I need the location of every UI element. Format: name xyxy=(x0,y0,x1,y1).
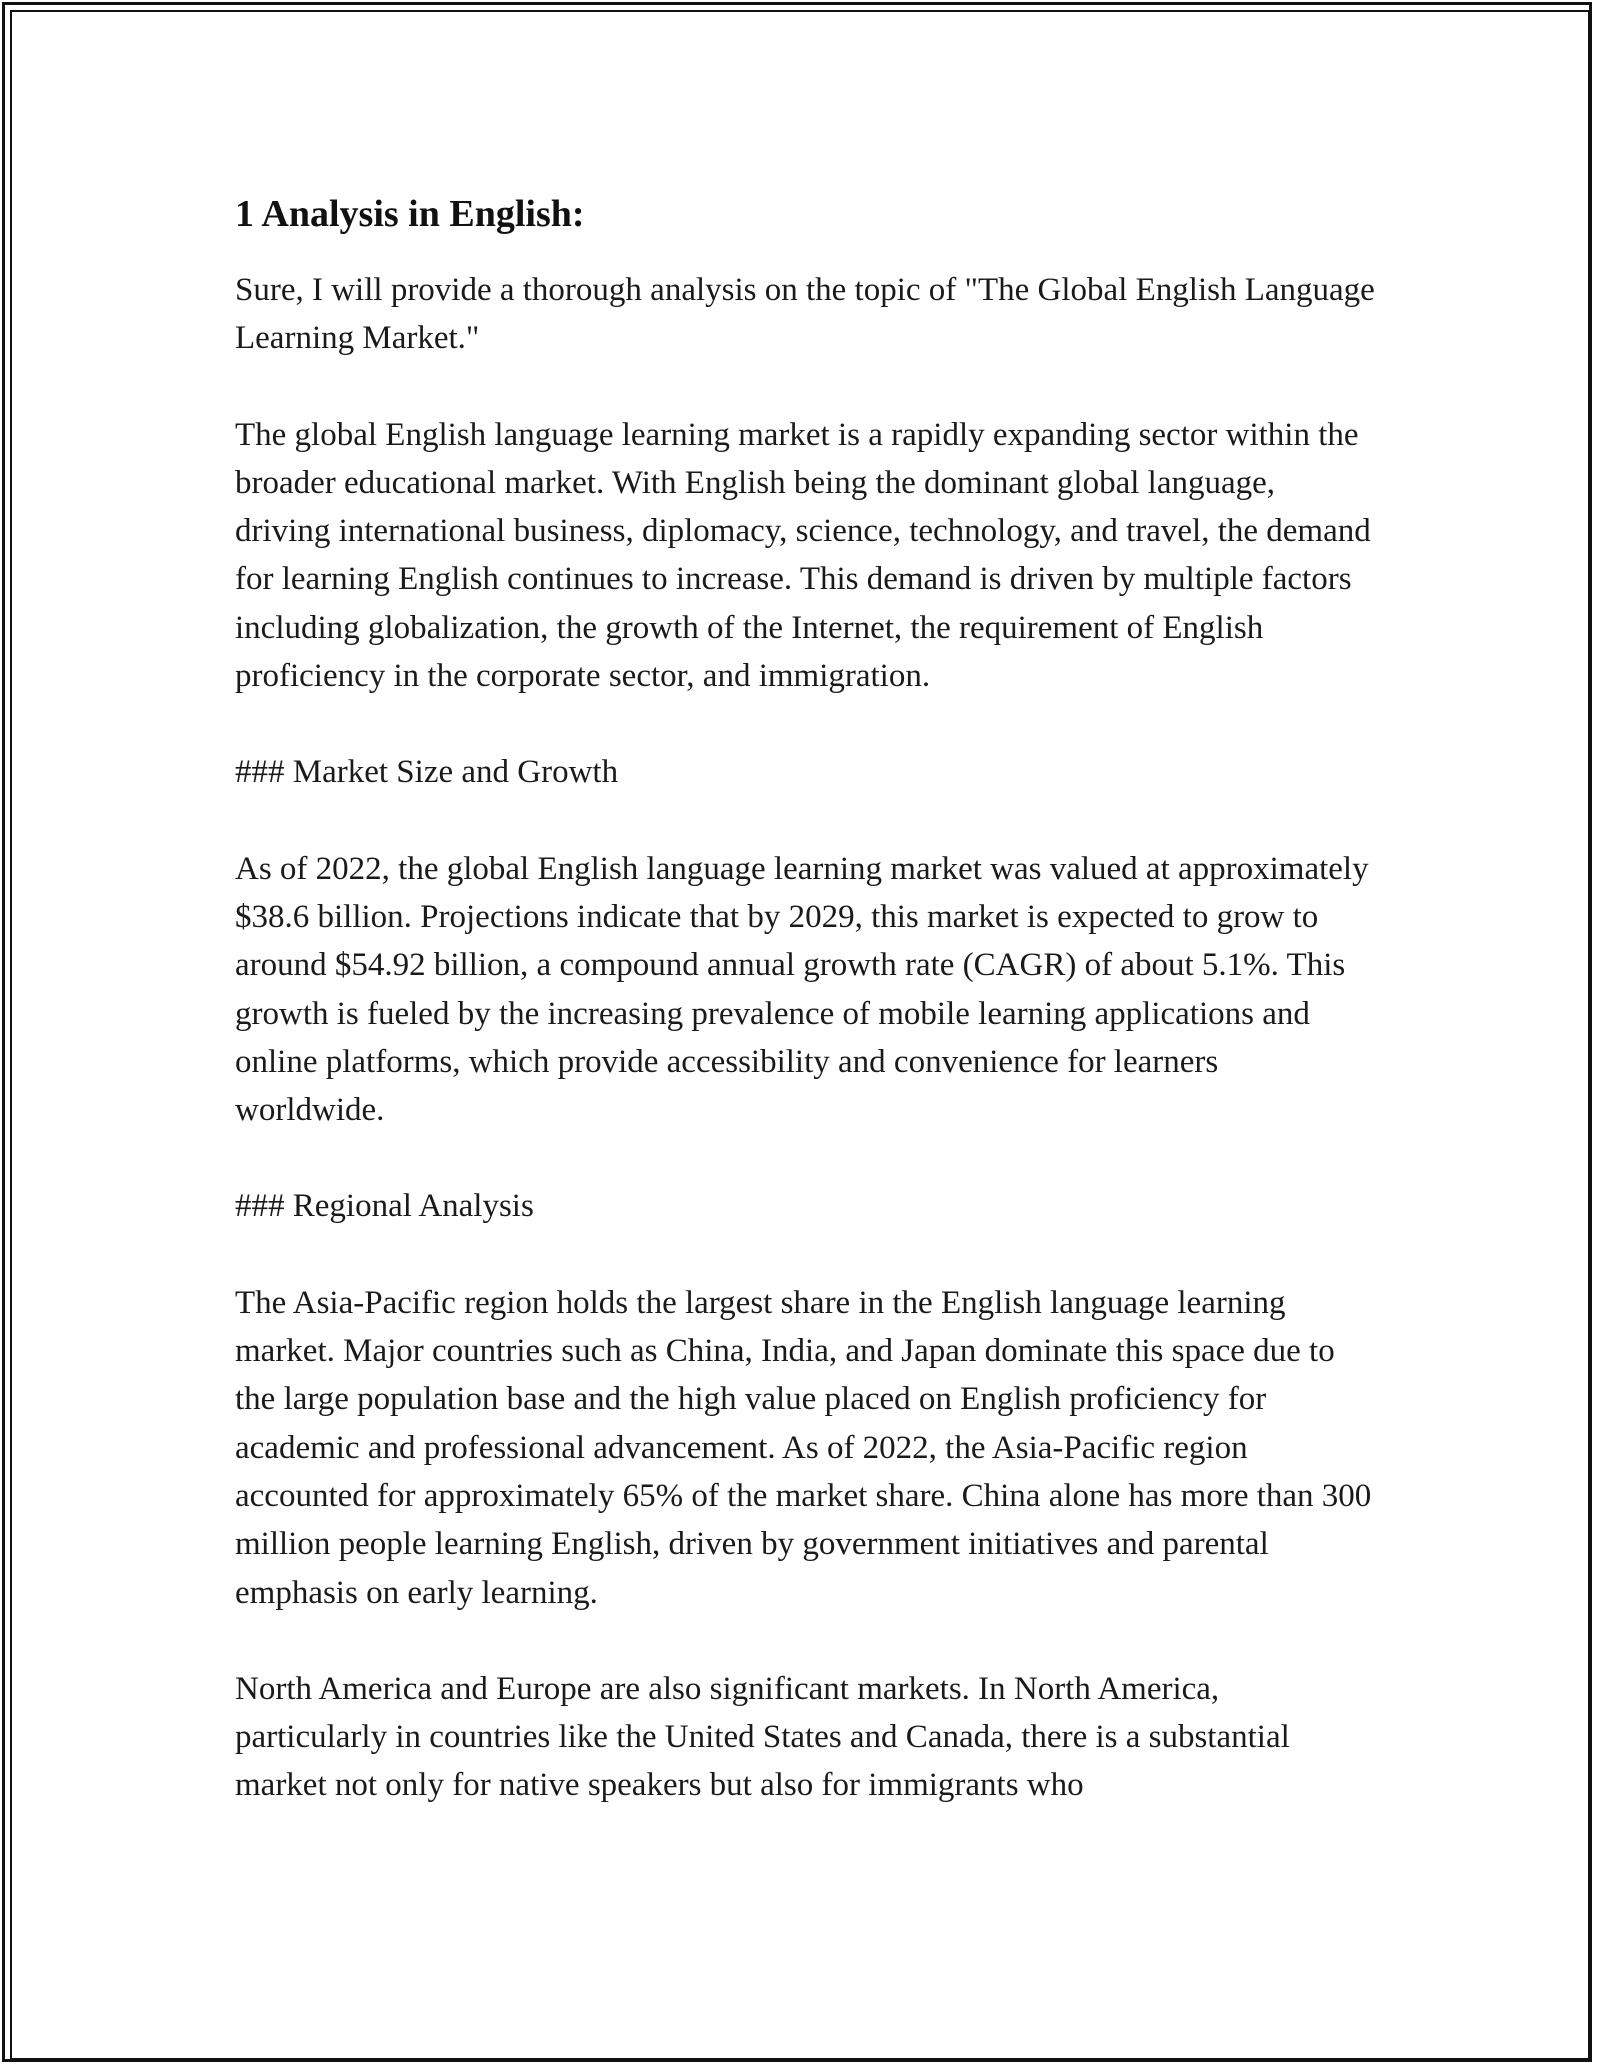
asia-pacific-paragraph: The Asia-Pacific region holds the largest share in the English language learning market. Major countries such as China, India, and Japan dominate this space due to the large population base and the high value placed on English proficiency for academic and professional advancement. As of 2022, the Asia-Pacific region accounted for approximately 65% of the market share. China alone has more than 300 million people learning English, driven by government initiatives and parental emphasis on early learning. xyxy=(235,1284,1372,1611)
subheading-market-size: ### Market Size and Growth xyxy=(235,754,619,791)
overview-paragraph: The global English language learning market is a rapidly expanding sector within the broader educational market. With English being the dominant global language, driving international business, diplomacy, science, technology, and travel, the demand for learning English continues to increase. This demand is driven by multiple factors including globalization, the growth of the Internet, the requirement of English proficiency in the corporate sector, and immigration. xyxy=(235,416,1371,695)
market-size-paragraph: As of 2022, the global English language learning market was valued at approximately $38.6 billion. Projections indicate that by 2029, this market is expected to grow to around $54.92 billion, a compound annual growth rate (CAGR) of about 5.1%. This growth is fueled by the increasing prevalence of mobile learning applications and online platforms, which provide accessibility and convenience for learners worldwide. xyxy=(235,850,1369,1129)
north-america-europe-paragraph: North America and Europe are also significant markets. In North America, particularly in countries like the United States and Canada, there is a substantial market not only for native speakers but also for immigrants who xyxy=(235,1670,1290,1804)
section-heading: 1 Analysis in English: xyxy=(235,193,585,235)
subheading-regional-analysis: ### Regional Analysis xyxy=(235,1188,534,1225)
intro-paragraph: Sure, I will provide a thorough analysis on the topic of "The Global English Language Learning Market." xyxy=(235,272,1375,357)
document-body xyxy=(235,188,1375,1858)
